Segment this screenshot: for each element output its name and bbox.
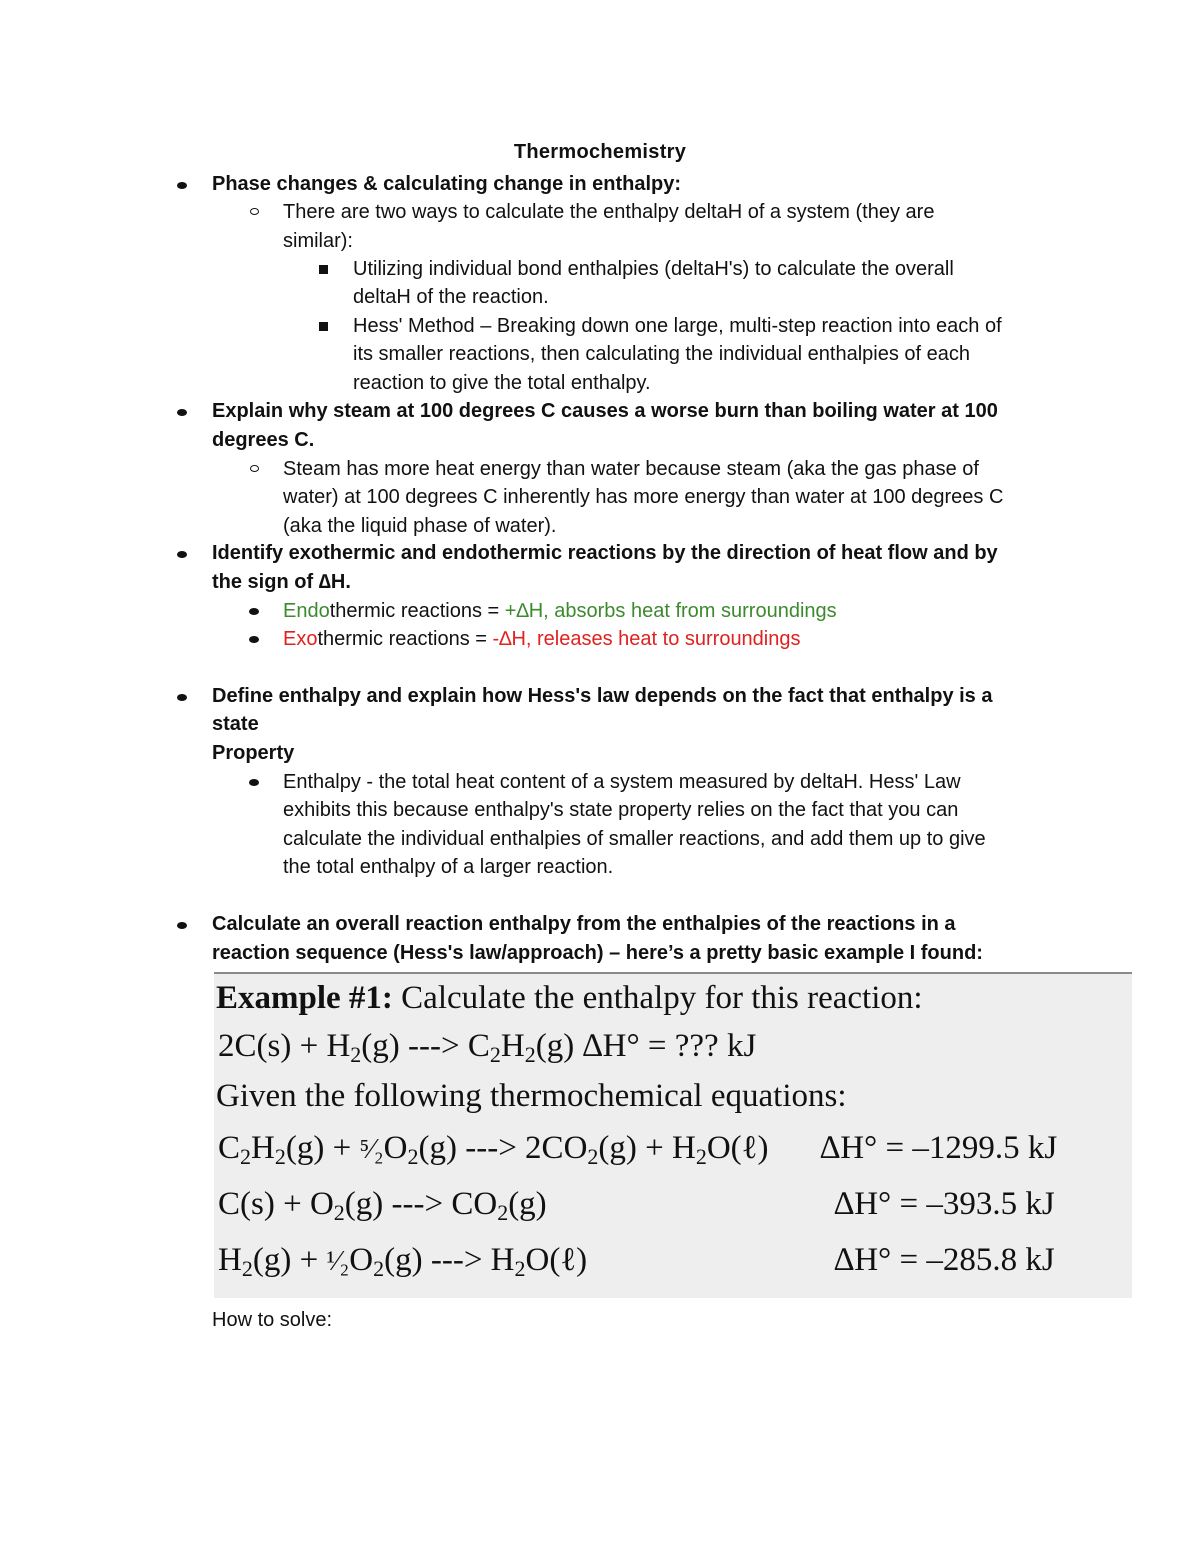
equation-2: $C(s) + O_2(g)$ ---> $CO_2(g)$: [218, 1186, 547, 1225]
body-text: Enthalpy - the total heat content of a system measured by deltaH. Hess' Law: [283, 771, 961, 793]
body-text: (aka the liquid phase of water).: [283, 515, 557, 537]
bullet-square: [319, 265, 328, 274]
bullet-dot: [177, 694, 187, 701]
section-heading: Property: [212, 742, 295, 764]
image-edge: [214, 972, 1132, 974]
bullet-circle: [250, 465, 259, 472]
example-prompt: Calculate the enthalpy for this reaction:: [392, 980, 923, 1016]
body-text: reaction to give the total enthalpy.: [353, 372, 651, 394]
example-label: Example #1:: [216, 980, 393, 1016]
section-heading: state: [212, 713, 259, 735]
bullet-dot: [177, 182, 187, 189]
section-heading: Identify exothermic and endothermic reactions by the direction of heat flow and by: [212, 542, 998, 564]
target-dh: ∆H° = ??? kJ: [582, 1028, 757, 1064]
endo-mid: thermic reactions =: [329, 600, 505, 622]
body-text: water) at 100 degrees C inherently has more energy than water at 100 degrees C: [283, 486, 1004, 508]
body-text: similar):: [283, 230, 353, 252]
endothermic-line: [283, 597, 837, 625]
section-heading: Phase changes & calculating change in enthalpy:: [212, 173, 682, 195]
bullet-dot: [249, 779, 259, 786]
bullet-dot: [177, 922, 187, 929]
example-image: [214, 972, 1132, 1298]
exothermic-line: [283, 625, 801, 653]
given-heading: Given the following thermochemical equations:: [216, 1078, 847, 1114]
equation-1: $C_2H_2(g)$ + $^5⁄_2O_2(g)$ ---> $2CO_2(g)$ + $H_2O(\ell)$: [218, 1130, 769, 1169]
body-text: Steam has more heat energy than water because steam (aka the gas phase of: [283, 458, 979, 480]
body-text: There are two ways to calculate the enthalpy deltaH of a system (they are: [283, 201, 935, 223]
bullet-dot: [177, 551, 187, 558]
bullet-dot: [249, 636, 259, 643]
endo-prefix: Endo: [283, 600, 330, 622]
body-text: its smaller reactions, then calculating the individual enthalpies of each: [353, 343, 971, 365]
endo-colored: +∆H, absorbs heat from surroundings: [504, 600, 837, 622]
body-text: calculate the individual enthalpies of smaller reactions, and add them up to give: [283, 828, 986, 850]
page-title: Thermochemistry: [513, 141, 687, 163]
body-text: Utilizing individual bond enthalpies (deltaH's) to calculate the overall: [353, 258, 954, 280]
section-heading: the sign of ∆H.: [212, 571, 351, 593]
bullet-circle: [250, 208, 259, 215]
equation-2-dh: ∆H° = –393.5 kJ: [834, 1186, 1055, 1222]
body-text: the total enthalpy of a larger reaction.: [283, 856, 614, 878]
equation-3: $H_2(g)$ + $^1⁄_2O_2(g)$ ---> $H_2O(\ell)$: [218, 1242, 588, 1281]
equation-1-dh: ∆H° = –1299.5 kJ: [820, 1130, 1058, 1166]
exo-colored: -∆H, releases heat to surroundings: [492, 628, 801, 650]
section-heading: Explain why steam at 100 degrees C causes a worse burn than boiling water at 100: [212, 400, 998, 422]
bullet-square: [319, 322, 328, 331]
exo-prefix: Exo: [283, 628, 318, 650]
body-text: Hess' Method – Breaking down one large, multi-step reaction into each of: [353, 315, 1002, 337]
section-heading: reaction sequence (Hess's law/approach) – here’s a pretty basic example I found:: [212, 942, 983, 964]
exo-mid: thermic reactions =: [317, 628, 493, 650]
bullet-dot: [249, 608, 259, 615]
section-heading: degrees C.: [212, 429, 315, 451]
section-heading: Calculate an overall reaction enthalpy from the enthalpies of the reactions in a: [212, 913, 956, 935]
section-heading: Define enthalpy and explain how Hess's law depends on the fact that enthalpy is a: [212, 685, 993, 707]
equation-3-dh: ∆H° = –285.8 kJ: [834, 1242, 1055, 1278]
body-text: deltaH of the reaction.: [353, 286, 549, 308]
body-text: exhibits this because enthalpy's state property relies on the fact that you can: [283, 799, 959, 821]
bullet-dot: [177, 409, 187, 416]
how-to-solve: How to solve:: [212, 1309, 333, 1331]
example-title: [216, 980, 923, 1017]
target-equation: $2C(s) + H_2(g)$ ---> $C_2H_2(g) \Delta H^\circ$ = ??? kJ: [218, 1028, 757, 1067]
